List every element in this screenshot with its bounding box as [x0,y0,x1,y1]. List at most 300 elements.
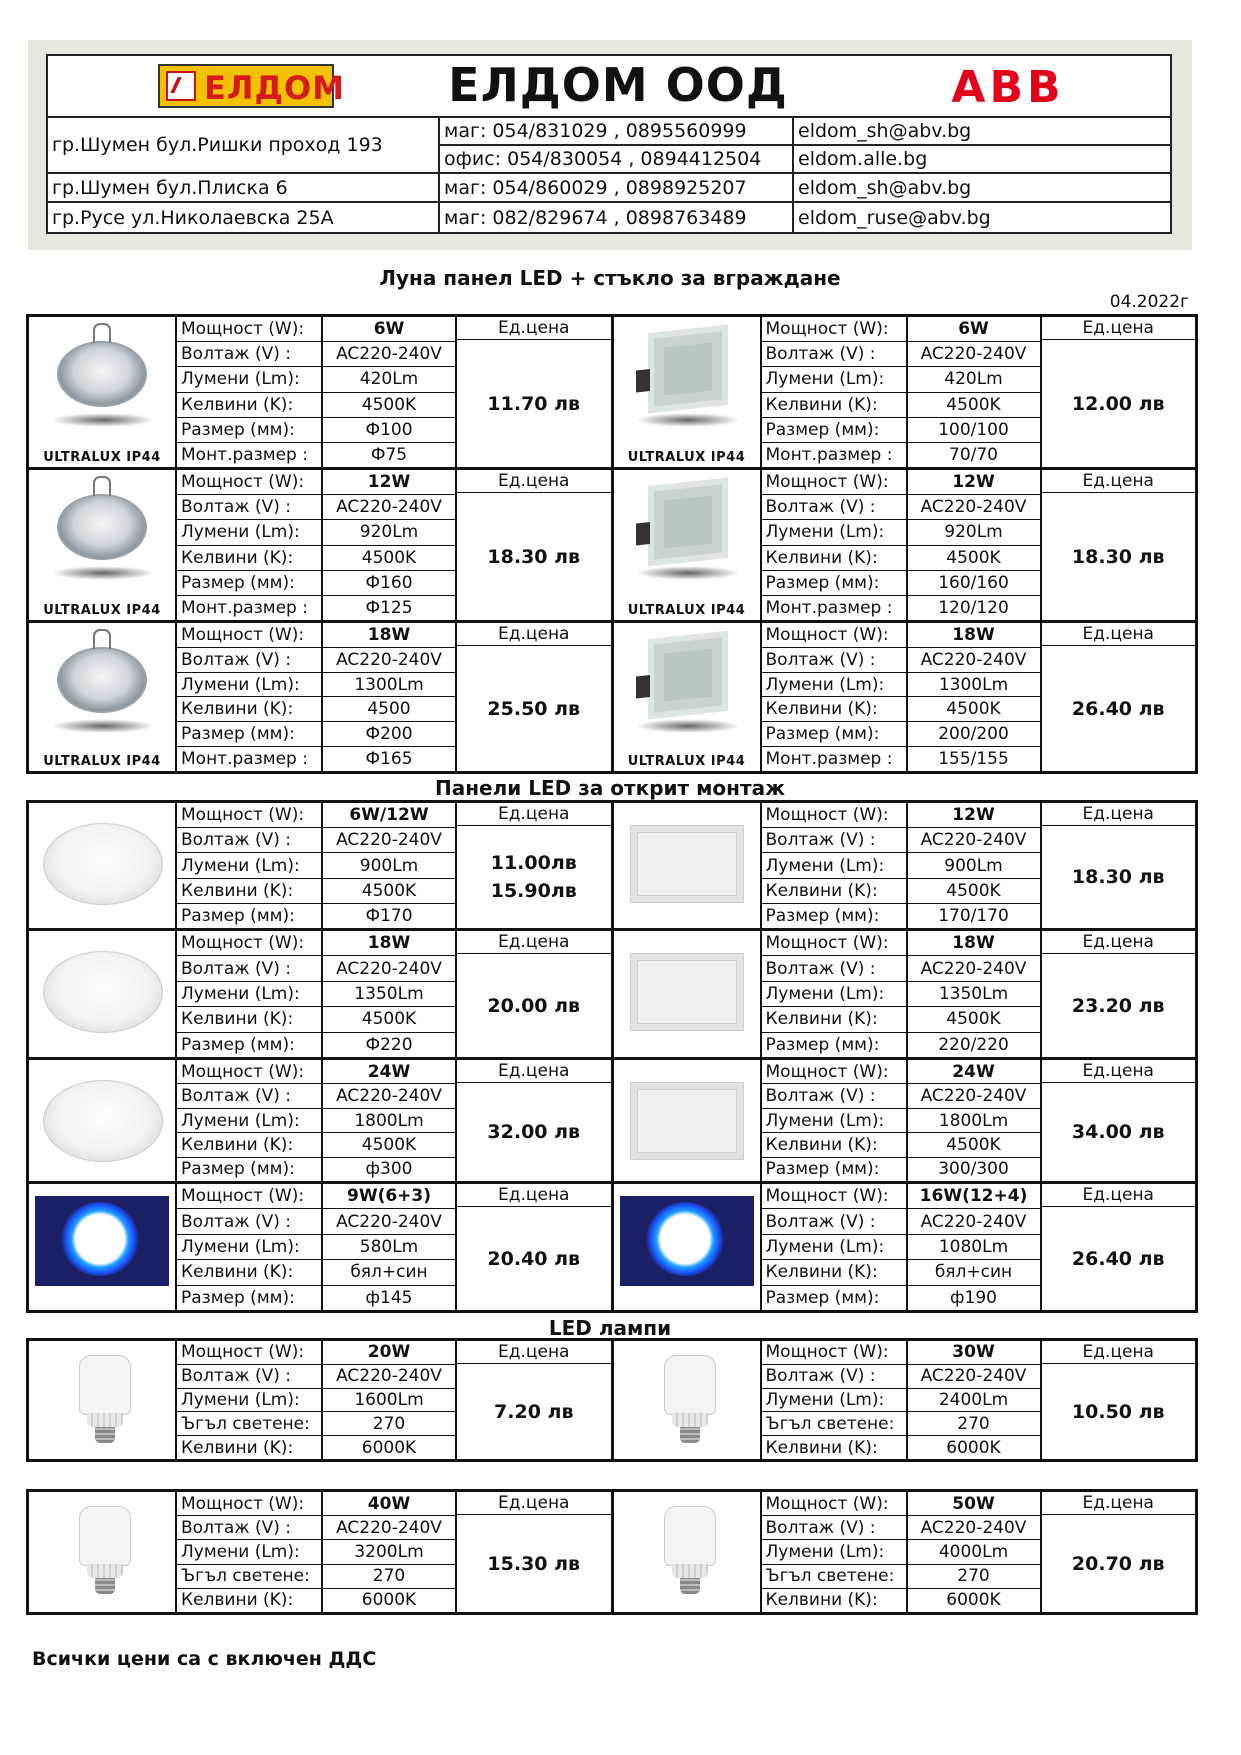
spec-label: Келвини (K): [762,697,906,722]
spec-value: Ф160 [323,571,455,596]
spec-label: Келвини (K): [762,1260,906,1285]
spec-value: 270 [908,1565,1040,1589]
spec-values [323,1341,457,1459]
spec-value: 16W(12+4) [908,1184,1040,1209]
product-caption: ULTRALUX IP44 [627,754,746,769]
spec-value: AC220-240V [323,1209,455,1234]
price-value: 7.20 лв [494,1400,574,1423]
unit-price [457,1515,611,1612]
price-column [457,623,611,771]
product-image [614,1060,762,1181]
price-value: 18.30 лв [1071,545,1165,568]
spec-value: Ф200 [323,722,455,747]
spec-value: 200/200 [908,722,1040,747]
e27-base-icon [680,1578,700,1594]
spec-label: Келвини (K): [177,1260,321,1285]
spec-label: Размер (мм): [181,1159,295,1180]
unit-price [1042,1083,1196,1181]
spec-label: Мощност (W): [762,803,906,828]
spec-values [908,1060,1042,1181]
spec-label: Ъгъл светене: [177,1565,321,1589]
spec-value: Ф220 [365,1034,413,1055]
price-header: Ед.цена [457,1341,611,1364]
square-downlight-icon [648,478,728,566]
spec-values [323,1184,457,1310]
spec-label: Размер (мм): [762,722,906,747]
bulb-neck-icon [672,1413,708,1427]
spec-label: Размер (мм): [177,418,321,443]
spec-label: Размер (мм): [765,905,880,926]
spec-value: AC220-240V [908,1084,1040,1108]
product-cell [611,1492,1196,1612]
price-column [1042,931,1196,1057]
spec-label: Лумени (Lm): [762,1235,906,1260]
product-cell [29,1492,611,1612]
spec-value: 420Lm [908,367,1040,392]
spec-label: Монт.размер : [181,749,308,770]
spec-value: 4500K [908,546,1040,571]
price-column [457,931,611,1057]
price-value: 11.00лв [490,852,577,874]
spec-value: 270 [323,1565,455,1589]
spec-values [323,1492,457,1612]
spec-label: Келвини (K): [181,1437,294,1458]
product-image [29,803,177,928]
led-bulb-icon [79,1506,131,1566]
spec-value: 300/300 [938,1159,1009,1180]
company-name: ЕЛДОМ ООД [448,58,788,112]
product-caption: ULTRALUX IP44 [43,754,161,769]
spec-label: Лумени (Lm): [762,1389,906,1413]
rgb-panel-icon [620,1196,754,1286]
product-image [29,623,177,771]
price-column [457,470,611,620]
round-downlight-icon [57,647,147,713]
spec-label: Лумени (Lm): [177,673,321,698]
price-value: 32.00 лв [487,1121,581,1143]
spec-values [323,317,457,467]
spec-label: Размер (мм): [762,418,906,443]
spec-value: AC220-240V [908,1365,1040,1389]
spec-value: 4500K [908,1007,1040,1032]
address: гр.Шумен бул.Плиска 6 [52,176,288,199]
spec-label: Мощност (W): [177,1341,321,1365]
spec-label: Мощност (W): [762,1492,906,1516]
phone: маг: 082/829674 , 0898763489 [444,206,747,229]
spec-value: 420Lm [323,367,455,392]
product-image [29,931,177,1057]
spec-label: Волтаж (V) : [177,1084,321,1108]
spec-labels [762,470,908,620]
spec-value: Ф75 [370,444,408,465]
product-cell [29,1184,611,1310]
product-row [26,928,1198,1060]
spec-value: 900Lm [323,853,455,878]
glowing-ring-icon [645,1202,725,1276]
phone: маг: 054/831029 , 0895560999 [444,120,747,142]
spec-value: 50W [908,1492,1040,1516]
spec-values [323,803,457,928]
unit-price [457,1364,611,1459]
spec-label: Ъгъл светене: [177,1412,321,1436]
led-bulb-icon [664,1506,716,1566]
spec-value: 1080Lm [908,1235,1040,1260]
spec-values [323,1060,457,1181]
spec-label: Келвини (K): [181,1590,294,1611]
product-cell [611,1184,1196,1310]
spec-values [908,1492,1042,1612]
spec-label: Мощност (W): [762,931,906,956]
price-column [1042,317,1196,467]
spec-label: Келвини (K): [765,1590,878,1611]
spec-label: Келвини (K): [765,1437,878,1458]
shadow-icon [636,413,740,427]
price-column [457,1184,611,1310]
product-cell [611,470,1196,620]
unit-price [457,493,611,620]
spec-labels [177,623,323,771]
price-column [1042,803,1196,928]
price-header: Ед.цена [457,623,611,646]
spec-value: AC220-240V [323,495,455,520]
price-header: Ед.цена [1042,623,1196,646]
spec-value: 30W [908,1341,1040,1365]
spec-value: AC220-240V [908,1209,1040,1234]
spec-values [908,317,1042,467]
price-header: Ед.цена [457,931,611,954]
unit-price [1042,493,1196,620]
spec-label: Келвини (K): [177,1133,321,1157]
product-row [26,1057,1198,1184]
spec-labels [177,1492,323,1612]
address-row [48,203,1170,232]
spec-value: 4500K [323,393,455,418]
spec-value: 4500K [908,1133,1040,1157]
product-image [29,1492,177,1612]
spec-label: Ъгъл светене: [762,1565,906,1589]
spec-label: Лумени (Lm): [762,520,906,545]
unit-price [457,340,611,467]
round-surface-panel-icon [43,951,163,1033]
spec-value: AC220-240V [908,648,1040,673]
product-caption: ULTRALUX IP44 [43,450,161,465]
spec-value: 4500K [323,1133,455,1157]
spec-value: бял+син [323,1260,455,1285]
spec-label: Лумени (Lm): [762,367,906,392]
spec-label: Волтаж (V) : [762,648,906,673]
spec-value: 1800Lm [323,1109,455,1133]
price-column [457,1341,611,1459]
price-column [457,1060,611,1181]
price-header: Ед.цена [1042,1492,1196,1515]
spec-label: Размер (мм): [177,722,321,747]
spec-value: 24W [323,1060,455,1084]
unit-price [457,1207,611,1310]
lightning-icon [166,71,196,101]
price-column [1042,1341,1196,1459]
spec-label: Размер (мм): [181,1287,295,1308]
spec-labels [177,317,323,467]
product-cell [611,803,1196,928]
unit-price [1042,340,1196,467]
spec-label: Мощност (W): [762,1184,906,1209]
price-value: 18.30 лв [1071,866,1165,888]
spec-value: 12W [323,470,455,495]
glowing-ring-icon [60,1202,140,1276]
product-cell [611,317,1196,467]
spec-value: 70/70 [949,444,998,465]
price-column [457,803,611,928]
spec-label: Волтаж (V) : [177,956,321,981]
spec-value: AC220-240V [323,956,455,981]
spec-value: 12W [908,803,1040,828]
spec-label: Волтаж (V) : [762,1516,906,1540]
spec-value: 4000Lm [908,1540,1040,1564]
product-caption: ULTRALUX IP44 [627,603,746,618]
spec-value: 18W [908,623,1040,648]
spec-value: бял+син [908,1260,1040,1285]
phone: офис: 054/830054 , 0894412504 [440,144,792,172]
unit-price [1042,1515,1196,1612]
price-value: 10.50 лв [1071,1400,1165,1423]
spec-values [323,470,457,620]
round-downlight-icon [57,341,147,407]
product-cell [611,623,1196,771]
round-surface-panel-icon [43,1080,163,1162]
spec-label: Келвини (K): [177,393,321,418]
product-image [29,1184,177,1310]
square-surface-panel-icon [630,825,744,903]
spec-value: 4500K [908,697,1040,722]
price-header: Ед.цена [1042,470,1196,493]
price-header: Ед.цена [457,1060,611,1083]
product-image [29,1060,177,1181]
spec-value: AC220-240V [323,648,455,673]
spec-label: Волтаж (V) : [762,1365,906,1389]
vat-note: Всички цени са с включен ДДС [32,1648,377,1670]
price-list-date: 04.2022г [1109,292,1189,312]
spec-label: Лумени (Lm): [177,1540,321,1564]
spec-label: Келвини (K): [177,697,321,722]
phone: маг: 054/860029 , 0898925207 [444,176,747,199]
spec-label: Лумени (Lm): [762,853,906,878]
spec-value: 1300Lm [908,673,1040,698]
price-value: 15.90лв [490,880,577,902]
spec-labels [762,1060,908,1181]
e27-base-icon [95,1578,115,1594]
price-header: Ед.цена [1042,931,1196,954]
bulb-neck-icon [87,1564,123,1578]
address: гр.Русе ул.Николаевска 25А [52,206,334,229]
spec-value: 4500K [908,879,1040,904]
spec-values [323,931,457,1057]
product-row [26,314,1198,470]
spec-label: Размер (мм): [765,1287,880,1308]
shadow-icon [636,719,740,733]
spec-values [323,623,457,771]
spec-labels [177,803,323,928]
spec-value: 18W [323,931,455,956]
product-image [614,317,762,467]
square-surface-panel-icon [630,1082,744,1160]
spec-values [908,470,1042,620]
price-value: 18.30 лв [487,545,581,568]
unit-price [457,646,611,771]
spec-label: Келвини (K): [177,546,321,571]
product-cell [611,1060,1196,1181]
square-surface-panel-icon [630,953,744,1031]
spec-labels [177,470,323,620]
spec-value: 1300Lm [323,673,455,698]
spec-value: Ф165 [365,749,413,770]
product-cell [29,1060,611,1181]
price-header: Ед.цена [457,470,611,493]
spec-value: 1600Lm [323,1389,455,1413]
spec-labels [762,623,908,771]
spec-value: 100/100 [908,418,1040,443]
product-image [614,931,762,1057]
round-downlight-icon [57,494,147,560]
spec-label: Келвини (K): [762,393,906,418]
logo-text: ЕЛДОМ [204,69,345,107]
product-row [26,1338,1198,1462]
spec-label: Размер (мм): [762,571,906,596]
spec-label: Мощност (W): [762,317,906,342]
spec-label: Келвини (K): [762,879,906,904]
section-title-surface: Панели LED за открит монтаж [435,776,785,800]
spec-label: Мощност (W): [177,1492,321,1516]
price-column [1042,1060,1196,1181]
spec-label: Ъгъл светене: [762,1412,906,1436]
spec-labels [762,1341,908,1459]
spec-label: Волтаж (V) : [762,1084,906,1108]
unit-price [457,954,611,1057]
spec-label: Мощност (W): [762,470,906,495]
address-row [48,118,1170,174]
letterhead [28,40,1192,250]
spec-label: Мощност (W): [177,317,321,342]
product-cell [29,931,611,1057]
spec-value: 6W/12W [323,803,455,828]
product-row [26,620,1198,774]
address: гр.Шумен бул.Ришки проход 193 [52,134,383,156]
spec-label: Волтаж (V) : [762,495,906,520]
square-downlight-icon [648,631,728,719]
spec-label: Волтаж (V) : [762,342,906,367]
shadow-icon [51,719,155,733]
product-cell [29,1341,611,1459]
spec-label: Келвини (K): [177,879,321,904]
spec-label: Лумени (Lm): [762,1540,906,1564]
spec-value: 9W(6+3) [323,1184,455,1209]
spec-label: Монт.размер : [181,444,308,465]
spec-value: Ф100 [323,418,455,443]
spec-value: 155/155 [938,749,1009,770]
email: eldom_sh@abv.bg [798,176,972,199]
email: eldom.alle.bg [794,144,1170,172]
price-header: Ед.цена [1042,1341,1196,1364]
price-value: 26.40 лв [1071,697,1165,720]
spec-label: Келвини (K): [762,546,906,571]
spec-values [908,1184,1042,1310]
price-column [457,1492,611,1612]
unit-price [457,1083,611,1181]
spec-value: ф190 [950,1287,997,1308]
price-column [1042,1492,1196,1612]
spec-value: AC220-240V [323,828,455,853]
price-value: 26.40 лв [1071,1247,1165,1270]
spec-label: Монт.размер : [181,597,308,618]
spec-value: AC220-240V [908,956,1040,981]
spec-value: 270 [323,1412,455,1436]
price-column [1042,1184,1196,1310]
product-caption: ULTRALUX IP44 [627,450,746,465]
spec-value: 18W [323,623,455,648]
spec-label: Келвини (K): [762,1133,906,1157]
spec-label: Волтаж (V) : [762,956,906,981]
product-row [26,1489,1198,1615]
address-row [48,174,1170,203]
spec-label: Лумени (Lm): [762,673,906,698]
spec-label: Лумени (Lm): [177,520,321,545]
spec-value: 3200Lm [323,1540,455,1564]
spec-value: 6000K [946,1437,1001,1458]
spec-value: 170/170 [938,905,1009,926]
price-header: Ед.цена [457,1184,611,1207]
spec-value: AC220-240V [323,1084,455,1108]
bulb-neck-icon [672,1564,708,1578]
spec-label: Размер (мм): [181,1034,295,1055]
product-image [614,470,762,620]
spec-value: 6W [323,317,455,342]
spec-value: 900Lm [908,853,1040,878]
led-bulb-icon [79,1355,131,1415]
spec-labels [762,1184,908,1310]
spec-value: 220/220 [938,1034,1009,1055]
spec-label: Волтаж (V) : [177,1365,321,1389]
product-image [614,1492,762,1612]
spec-value: 4500K [323,879,455,904]
price-header: Ед.цена [1042,1184,1196,1207]
spec-label: Монт.размер : [765,749,893,770]
product-row [26,467,1198,623]
spec-value: 6W [908,317,1040,342]
spec-label: Мощност (W): [762,623,906,648]
spec-label: Волтаж (V) : [762,1209,906,1234]
letterhead-top [48,56,1170,118]
product-cell [29,803,611,928]
spec-label: Лумени (Lm): [177,1389,321,1413]
price-value: 12.00 лв [1071,392,1165,415]
abb-logo: ABB [951,62,1065,113]
product-image [614,803,762,928]
spec-label: Мощност (W): [177,1060,321,1084]
product-image [29,1341,177,1459]
price-value: 20.00 лв [487,994,581,1017]
product-row [26,1181,1198,1313]
email: eldom_ruse@abv.bg [798,206,991,229]
unit-price [1042,826,1196,928]
bulb-neck-icon [87,1413,123,1427]
spec-label: Келвини (K): [177,1007,321,1032]
shadow-icon [51,413,155,427]
spec-labels [762,317,908,467]
spec-label: Волтаж (V) : [177,648,321,673]
unit-price [1042,1207,1196,1310]
spec-label: Лумени (Lm): [762,1109,906,1133]
price-value: 25.50 лв [487,697,581,720]
rgb-panel-icon [35,1196,169,1286]
